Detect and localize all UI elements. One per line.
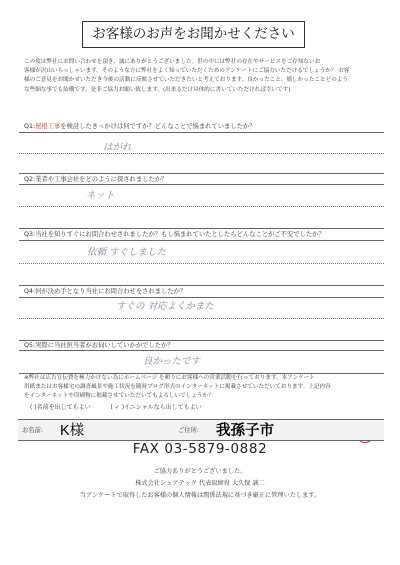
- consent-option-initial: ( ✓ )イニシャルなら出してもよい: [110, 404, 202, 411]
- thanks-text: ご協力ありがとうございました。: [153, 468, 247, 475]
- answer-box-2: [19, 184, 384, 229]
- dotted-line: [19, 153, 384, 154]
- customer-address: 我孫子市: [216, 423, 274, 439]
- notes-text: ※弊社は広告宣伝費を極力かけない為にホームページ を頼りにお客様への営業活動を行っております。本アンケート 用紙またはお客様宅の調査風景や施工状況を随時ブログ形式のインターネットに掲載させていただいております。上記内容 をインターネットや印刷物に掲載させていただいてもよろしいでしょうか？: [24, 375, 331, 399]
- address-label: ご住所:: [178, 427, 200, 434]
- customer-info-row: [18, 419, 384, 441]
- answer-box-1: [19, 132, 384, 174]
- company-text: 株式会社シェアテック 代表取締役 大久保 誠二: [135, 480, 265, 487]
- privacy-text: 当アンケートで取得したお客様の個人情報は関係法規に基づき厳正に管理いたします。: [79, 492, 321, 499]
- dotted-line: [19, 263, 384, 264]
- name-label: お名前:: [22, 427, 44, 434]
- fax-number: FAX 03-5879-0882: [132, 441, 268, 457]
- answer-5: 良かったです: [143, 356, 201, 367]
- dotted-line: [19, 318, 384, 319]
- customer-name: K様: [60, 423, 85, 439]
- answer-box-4: [19, 297, 384, 341]
- intro-text: この度は弊社にお問い合わせを頂き、誠にありがとうございました。世の中には弊社の存在やサービスをご存知ないお 客様が沢山いらっしゃいます。そのような方に弊社をよく知っていただくためのアンケートにご協力いただけるでしょうか？ お客 様のご意見をお聞かせいただき今後の活動に反映させていただきたいと考えております。良かったこと、嬉しかったことどのよう な些細な事でも結構です。是非ご協力お願い致します。(出来るだけ具体的に書いていただければ幸いです): [24, 59, 350, 93]
- answer-box-5: [19, 350, 384, 374]
- page-title: お客様のお声をお聞かせください: [92, 26, 295, 42]
- question-5: Q5:実際に当社担当者がお伺いしていかがでしたか？: [24, 342, 174, 349]
- consent-row: [30, 402, 202, 411]
- answer-box-3: [19, 240, 384, 286]
- consent-option-name: ( )名前を出してもよい: [30, 404, 91, 411]
- answer-1: はがれ: [103, 142, 132, 153]
- title-box: [82, 21, 305, 48]
- dotted-line: [19, 206, 384, 207]
- question-3: Q3:当社を知りすぐにお問合わせされましたか？もし悩まれていたとしたらどんなことがご不安でしたか？: [24, 231, 325, 238]
- question-1: Q1:屋根工事を検討したきっかけは何ですか？どんなことで悩まれていましたか？: [24, 123, 256, 130]
- answer-3: 依頼 すぐしました: [87, 247, 167, 258]
- question-4: Q4:何が決め手となり当社にお問合わせをされましたか？: [24, 288, 187, 295]
- answer-4: すぐの 対応よくかまた: [116, 301, 215, 312]
- question-2: Q2:業者や工事会社をどのように探されましたか？: [24, 176, 168, 183]
- question-1-highlight: 屋根工事: [35, 123, 61, 130]
- answer-2: ネット: [86, 190, 115, 201]
